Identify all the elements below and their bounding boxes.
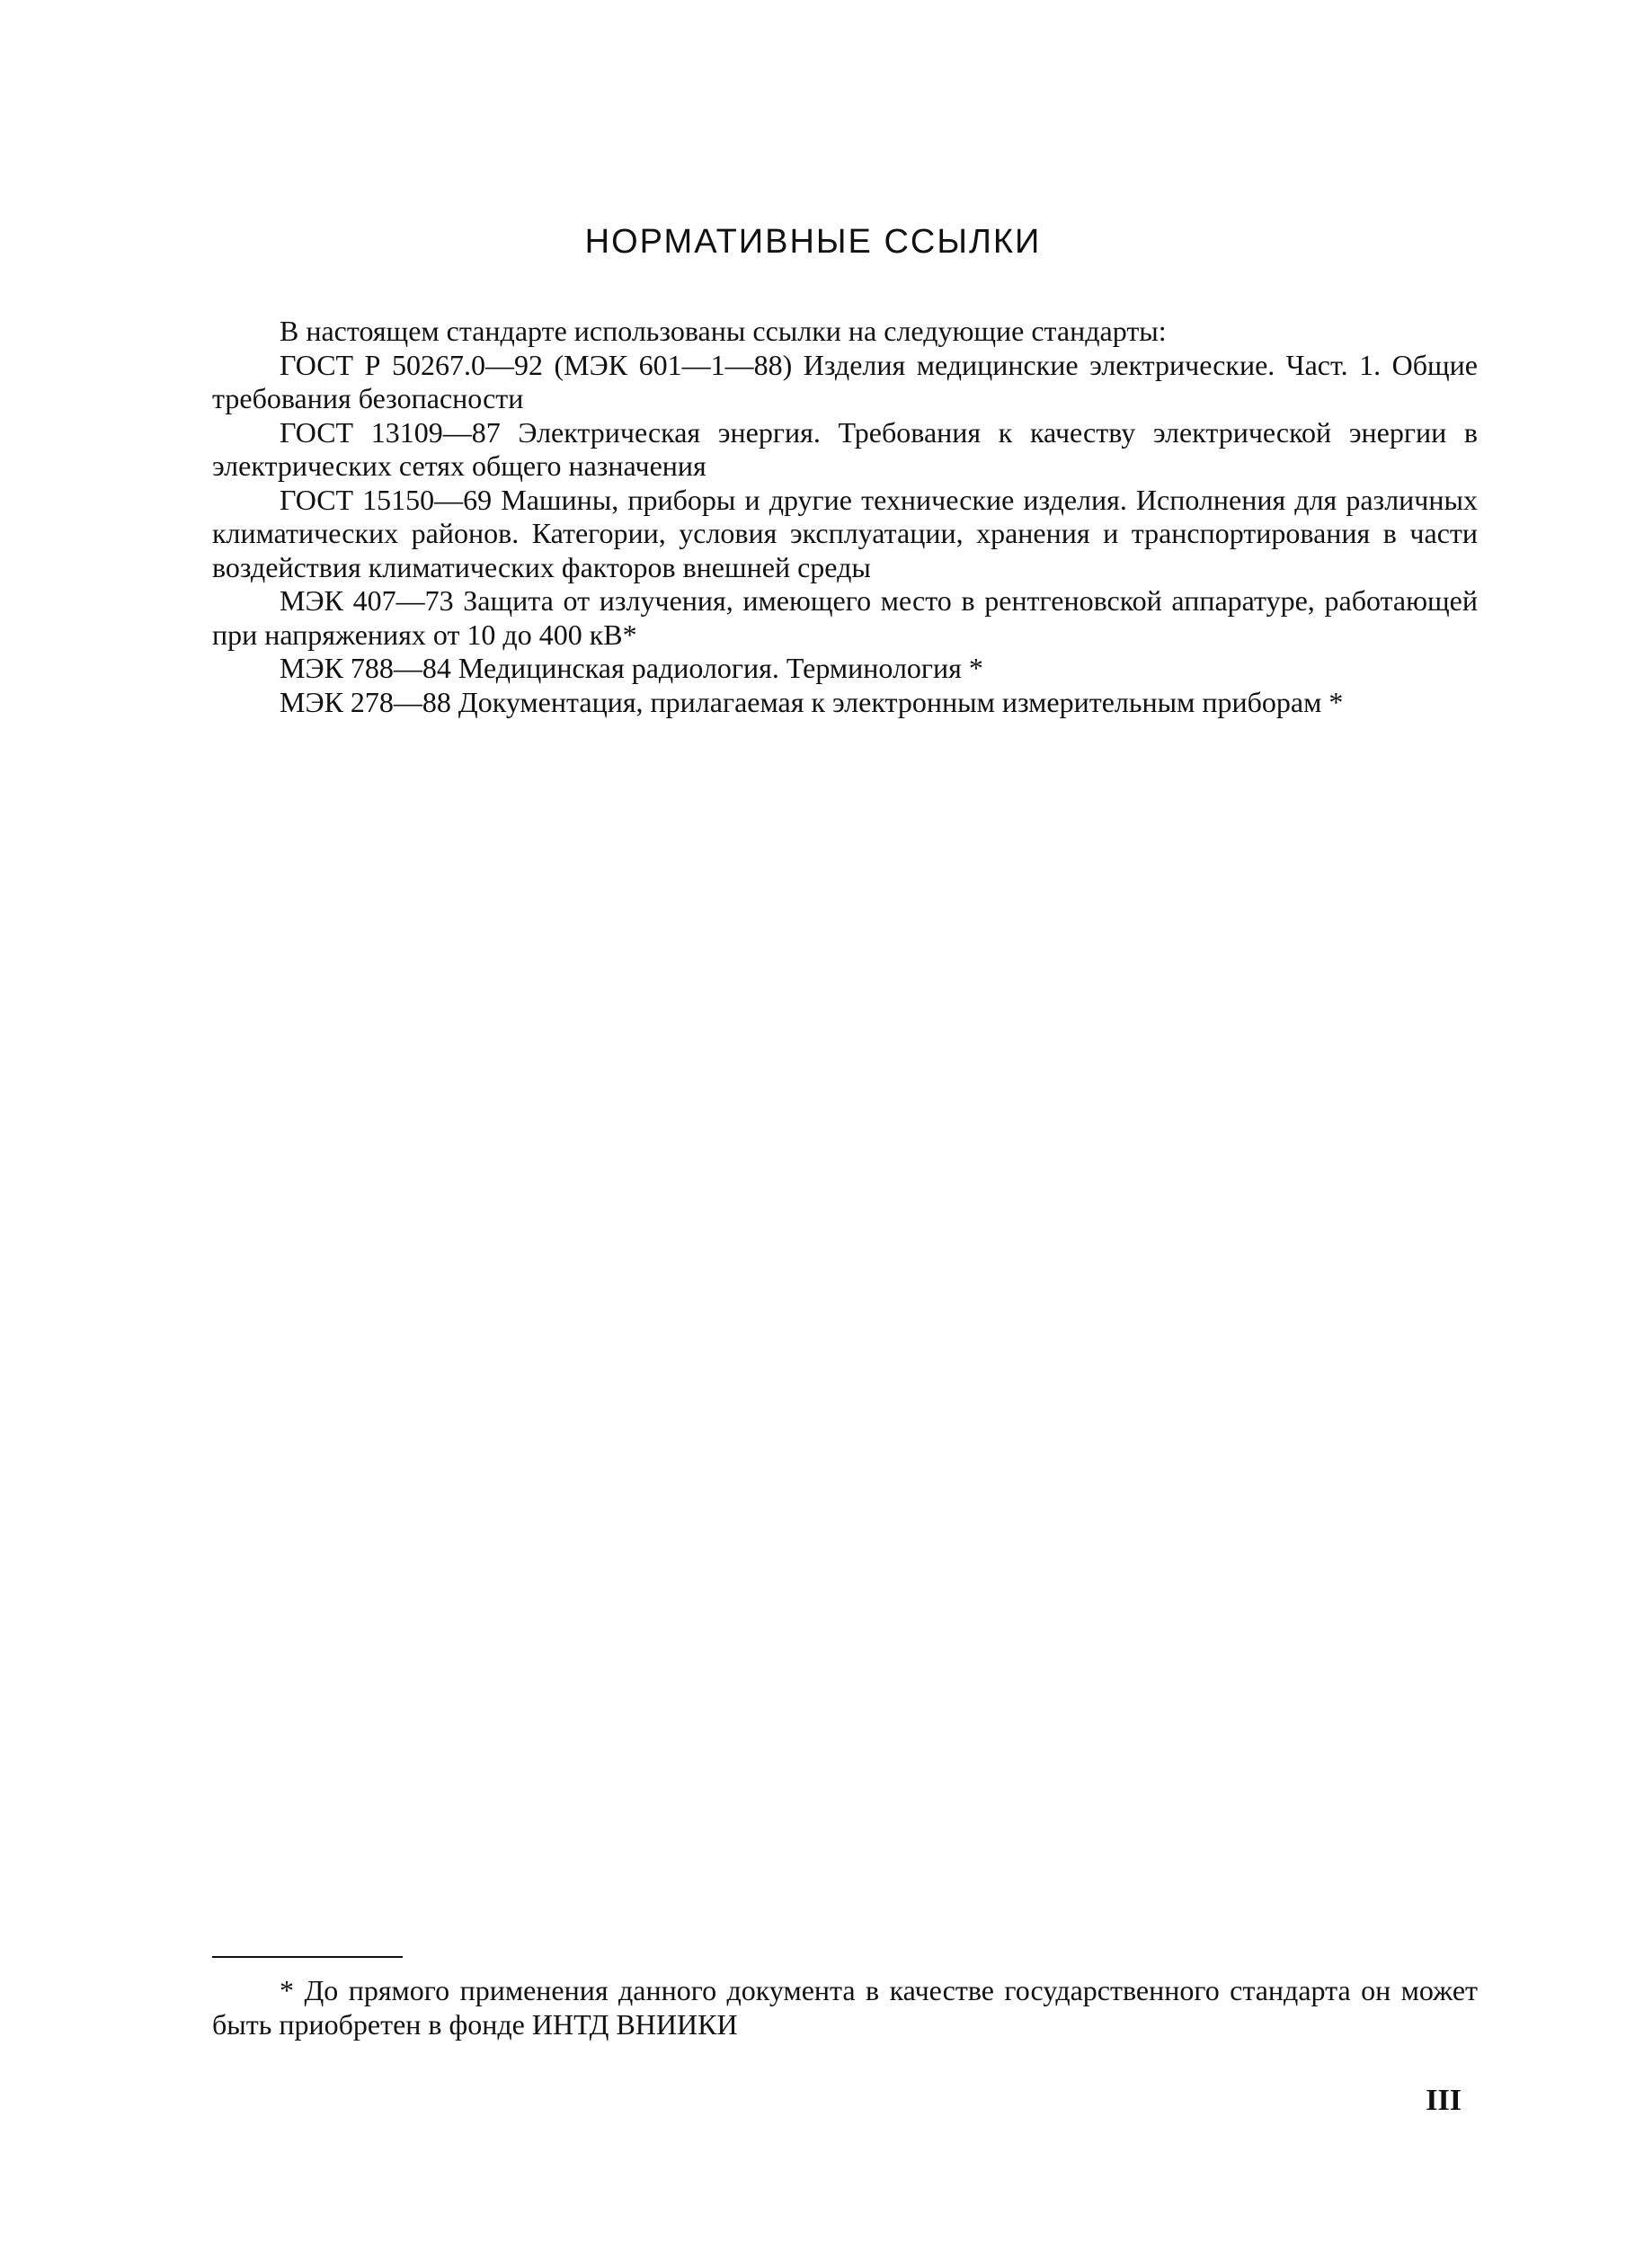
references-intro: В настоящем стандарте использованы ссылки на следующие стандарты: [280, 315, 1167, 347]
page-title: НОРМАТИВНЫЕ ССЫЛКИ [584, 223, 1042, 261]
reference-item-iec-278: МЭК 278—88 Документация, прилагаемая к электронным измерительным приборам * [280, 685, 1344, 718]
reference-item-iec-788: МЭК 788—84 Медицинская радиология. Терминология * [280, 652, 983, 684]
reference-item-gost-13109: ГОСТ 13109—87 Электрическая энергия. Требования к качеству электрической энергии в электрических сетях общего назначения [212, 415, 1478, 482]
reference-item-gost-15150: ГОСТ 15150—69 Машины, приборы и другие технические изделия. Исполнения для различных климатических районов. Категории, условия эксплуатации, хранения и транспортирования в части воздействия климатических факторов внешней среды [212, 483, 1478, 583]
reference-item-gost-r-50267: ГОСТ Р 50267.0—92 (МЭК 601—1—88) Изделия медицинские электрические. Част. 1. Общие требования безопасности [212, 348, 1478, 414]
page-number: III [1426, 2084, 1462, 2117]
reference-item-iec-407: МЭК 407—73 Защита от излучения, имеющего место в рентгеновской аппаратуре, работающей при напряжениях от 10 до 400 кВ* [212, 584, 1478, 651]
footnote: * До прямого применения данного документа в качестве государственного стандарта он может быть приобретен в фонде ИНТД ВНИИКИ [212, 1974, 1478, 2041]
footnote-divider [212, 1956, 403, 1958]
references-list [212, 315, 1478, 719]
